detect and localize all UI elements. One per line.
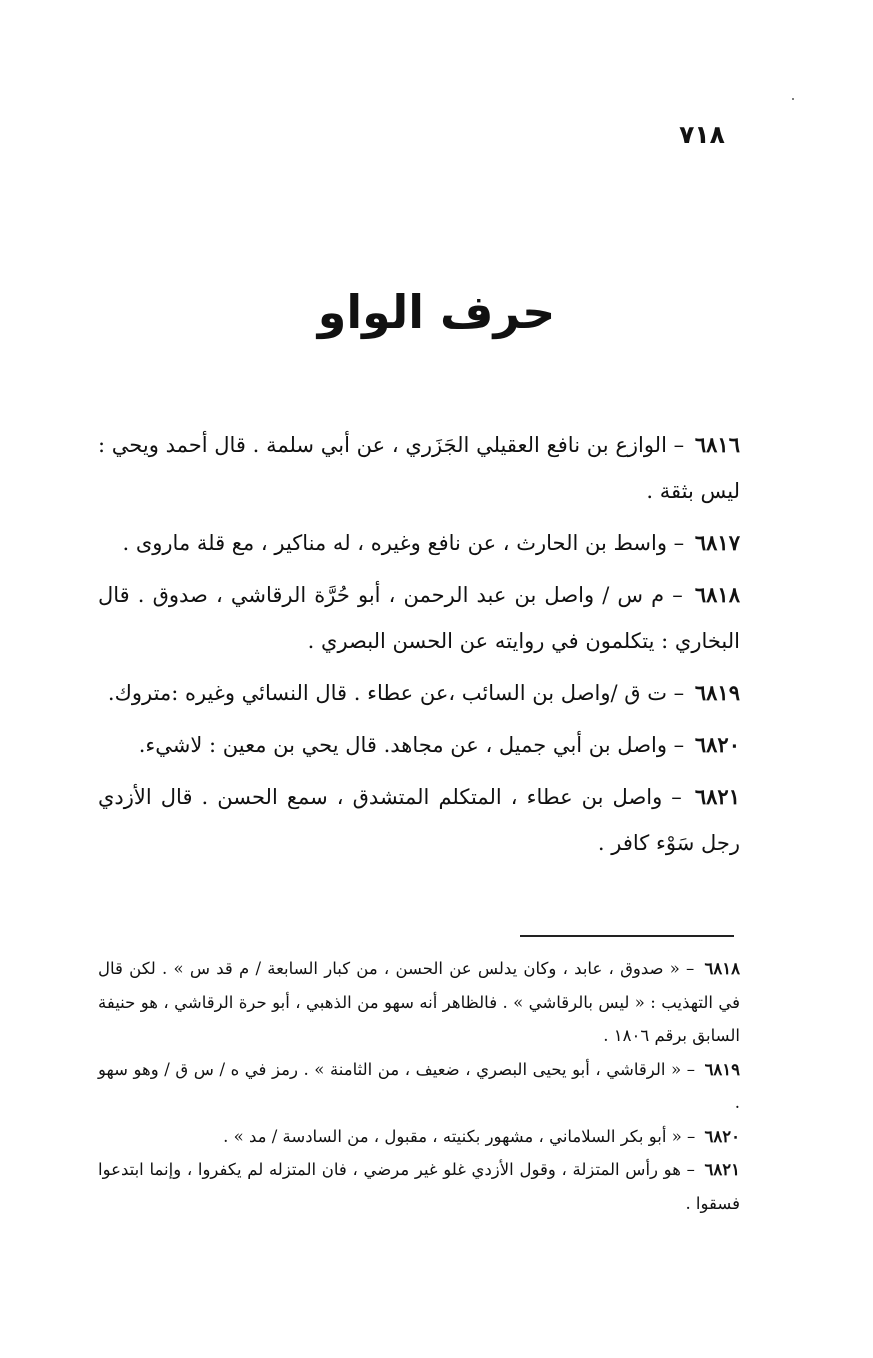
- entry: [98, 670, 740, 716]
- entry-number: ٦٨١٧: [694, 530, 740, 555]
- entry: [98, 422, 740, 514]
- footnote-divider: [520, 935, 734, 937]
- footnote-text: – « الرقاشي ، أبو يحيى البصري ، ضعيف ، من الثامنة » . رمز في ه / س ق / وهو سهو .: [98, 1059, 740, 1112]
- entry: [98, 572, 740, 664]
- entry: [98, 722, 740, 768]
- chapter-title: حرف الواو: [317, 285, 556, 339]
- entry-number: ٦٨١٨: [694, 582, 740, 607]
- entry-number: ٦٨١٦: [694, 432, 740, 457]
- footnote-text: – « أبو بكر السلاماني ، مشهور بكنيته ، مقبول ، من السادسة / مد » .: [223, 1126, 696, 1146]
- entry: [98, 520, 740, 566]
- entry-text: – م س / واصل بن عبد الرحمن ، أبو حُرَّة الرقاشي ، صدوق . قال البخاري : يتكلمون في روايته عن الحسن البصري .: [98, 583, 740, 653]
- entry-text: – الوازع بن نافع العقيلي الجَزَري ، عن أبي سلمة . قال أحمد ويحي : ليس بثقة .: [98, 433, 740, 503]
- footnote-number: ٦٨١٩: [704, 1059, 741, 1079]
- entry-text: – ت ق /واصل بن السائب ،عن عطاء . قال النسائي وغيره :متروك.: [107, 681, 685, 705]
- scan-speck: [792, 98, 794, 100]
- entry-text: – واسط بن الحارث ، عن نافع وغيره ، له مناكير ، مع قلة ماروى .: [122, 531, 685, 555]
- entry-number: ٦٨٢٠: [694, 732, 740, 757]
- entry: [98, 774, 740, 866]
- entry-text: – واصل بن عطاء ، المتكلم المتشدق ، سمع الحسن . قال الأزدي رجل سَوْء كافر .: [98, 785, 740, 855]
- footnote-text: – « صدوق ، عابد ، وكان يدلس عن الحسن ، من كبار السابعة / م قد س » . لكن قال في التهذيب : « ليس بالرقاشي » . فالظاهر أنه سهو من الذهبي ، أبو حرة الرقاشي ، هو حنيفة السابق برقم ١٨٠٦ .: [98, 959, 740, 1045]
- footnote-number: ٦٨١٨: [704, 959, 740, 978]
- footnote: [98, 952, 740, 1053]
- footnote: [98, 1120, 740, 1154]
- entry-number: ٦٨٢١: [694, 784, 740, 809]
- footnote: [98, 1053, 740, 1120]
- footnote: [98, 1153, 740, 1220]
- footnote-number: ٦٨٢١: [704, 1160, 740, 1179]
- footnote-text: – هو رأس المتزلة ، وقول الأزدي غلو غير مرضي ، فان المتزله لم يكفروا ، وإنما ابتدعوا فسقوا .: [98, 1160, 740, 1213]
- footnote-number: ٦٨٢٠: [704, 1126, 740, 1146]
- page-number: ٧١٨: [679, 120, 725, 149]
- footnotes-list: [98, 952, 740, 1220]
- entry-number: ٦٨١٩: [694, 680, 740, 705]
- entry-text: – واصل بن أبي جميل ، عن مجاهد. قال يحي بن معين : لاشيء.: [138, 733, 685, 757]
- entries-list: [98, 422, 740, 872]
